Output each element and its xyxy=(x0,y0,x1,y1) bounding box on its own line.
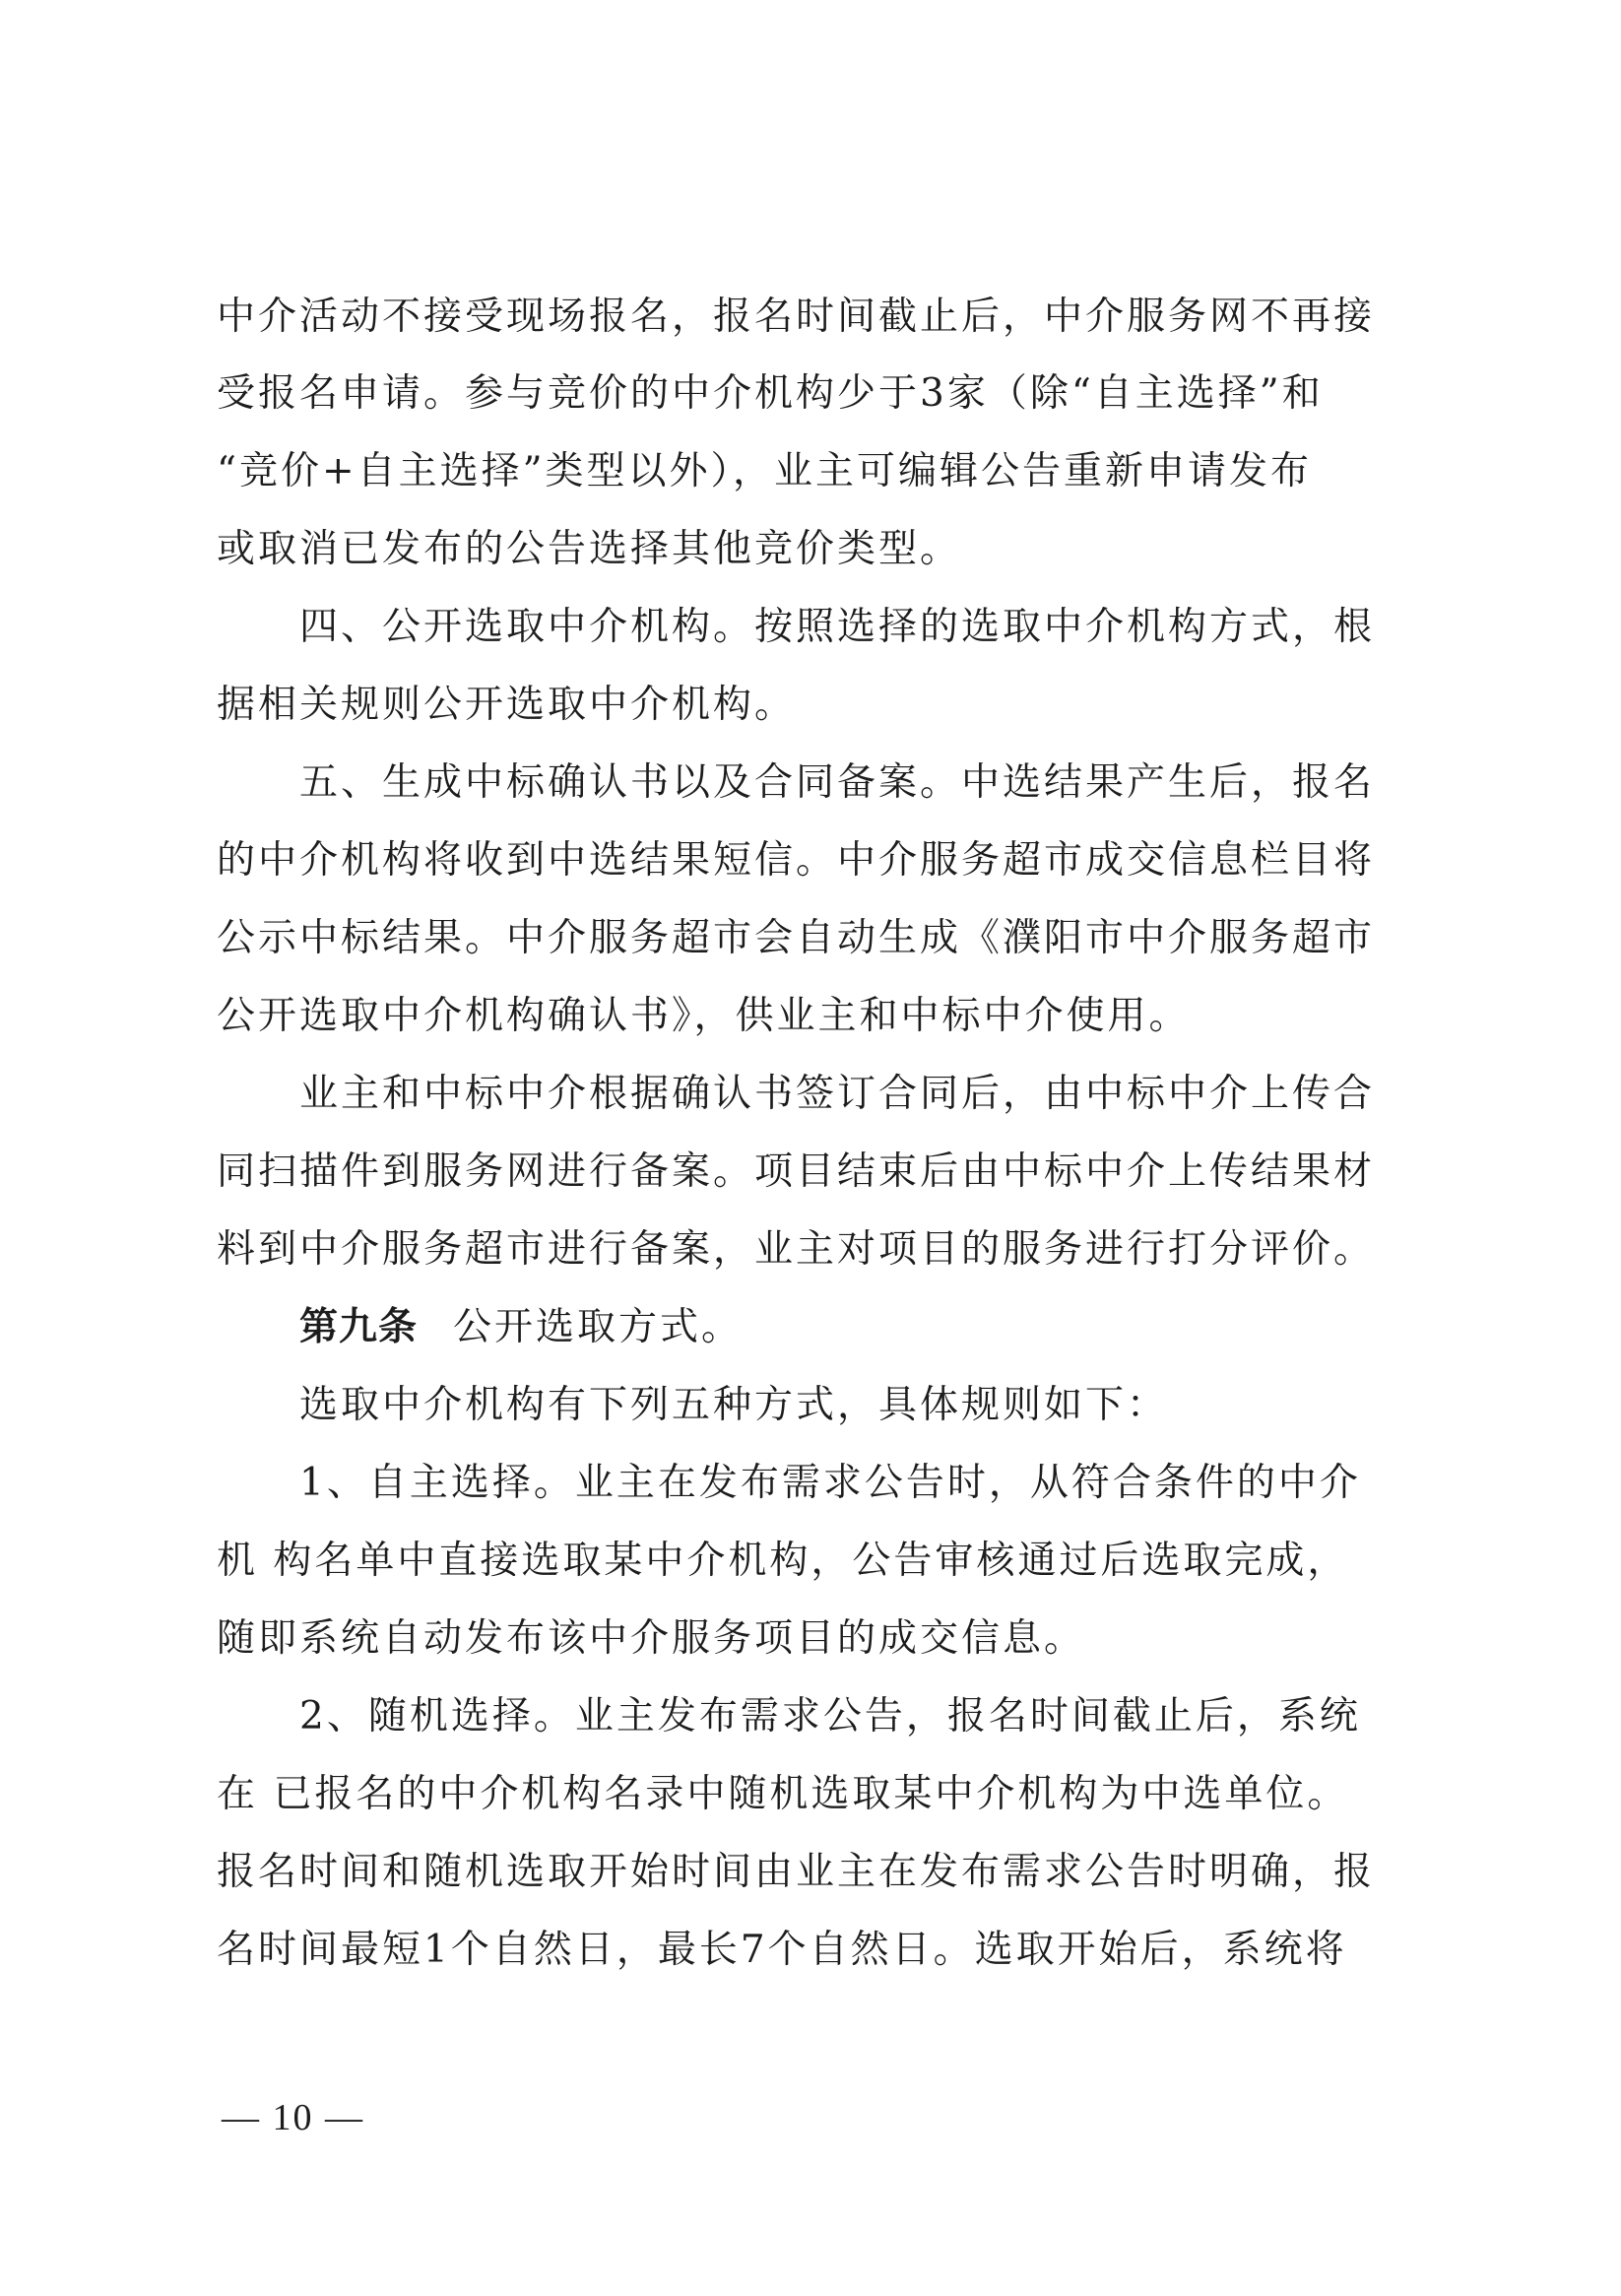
body-text-line: 的中介机构将收到中选结果短信。中介服务超市成交信息栏目将 xyxy=(217,838,1376,883)
body-text-line: 机 构名单中直接选取某中介机构，公告审核通过后选取完成， xyxy=(217,1539,1349,1583)
body-text-line: 中介活动不接受现场报名，报名时间截止后，中介服务网不再接 xyxy=(217,295,1376,339)
body-text-line: 报名时间和随机选取开始时间由业主在发布需求公告时明确，报 xyxy=(217,1850,1376,1894)
list-item-line: 2、随机选择。业主发布需求公告，报名时间截止后，系统 xyxy=(299,1694,1361,1738)
page-number: — 10 — xyxy=(222,2097,364,2138)
body-text-line: “竞价+自主选择”类型以外），业主可编辑公告重新申请发布 xyxy=(217,449,1313,493)
body-text-line: 或取消已发布的公告选择其他竞价类型。 xyxy=(217,527,962,571)
body-text-line: 料到中介服务超市进行备案，业主对项目的服务进行打分评价。 xyxy=(217,1227,1376,1272)
section-four-line: 四、公开选取中介机构。按照选择的选取中介机构方式，根 xyxy=(299,605,1376,649)
paragraph-line: 业主和中标中介根据确认书签订合同后，由中标中介上传合 xyxy=(299,1072,1376,1116)
article-title: 公开选取方式。 xyxy=(453,1305,744,1349)
article-nine-line xyxy=(299,1303,1403,1352)
body-text-line: 公示中标结果。中介服务超市会自动生成《濮阳市中介服务超市 xyxy=(217,916,1376,960)
paragraph-line: 选取中介机构有下列五种方式，具体规则如下： xyxy=(299,1383,1169,1427)
list-item-line: 1、自主选择。业主在发布需求公告时，从符合条件的中介 xyxy=(299,1461,1361,1505)
body-text-line: 在 已报名的中介机构名录中随机选取某中介机构为中选单位。 xyxy=(217,1772,1349,1816)
body-text-line: 同扫描件到服务网进行备案。项目结束后由中标中介上传结果材 xyxy=(217,1149,1376,1194)
body-text-line: 公开选取中介机构确认书》，供业主和中标中介使用。 xyxy=(217,994,1191,1038)
body-text-line: 随即系统自动发布该中介服务项目的成交信息。 xyxy=(217,1616,1086,1661)
section-five-line: 五、生成中标确认书以及合同备案。中选结果产生后，报名 xyxy=(299,760,1376,805)
body-text-line: 名时间最短1个自然日，最长7个自然日。选取开始后，系统将 xyxy=(217,1928,1347,1972)
body-text-line: 据相关规则公开选取中介机构。 xyxy=(217,683,797,727)
article-heading: 第九条 xyxy=(299,1305,419,1349)
body-text-line: 受报名申请。参与竞价的中介机构少于3家（除“自主选择”和 xyxy=(217,371,1324,416)
